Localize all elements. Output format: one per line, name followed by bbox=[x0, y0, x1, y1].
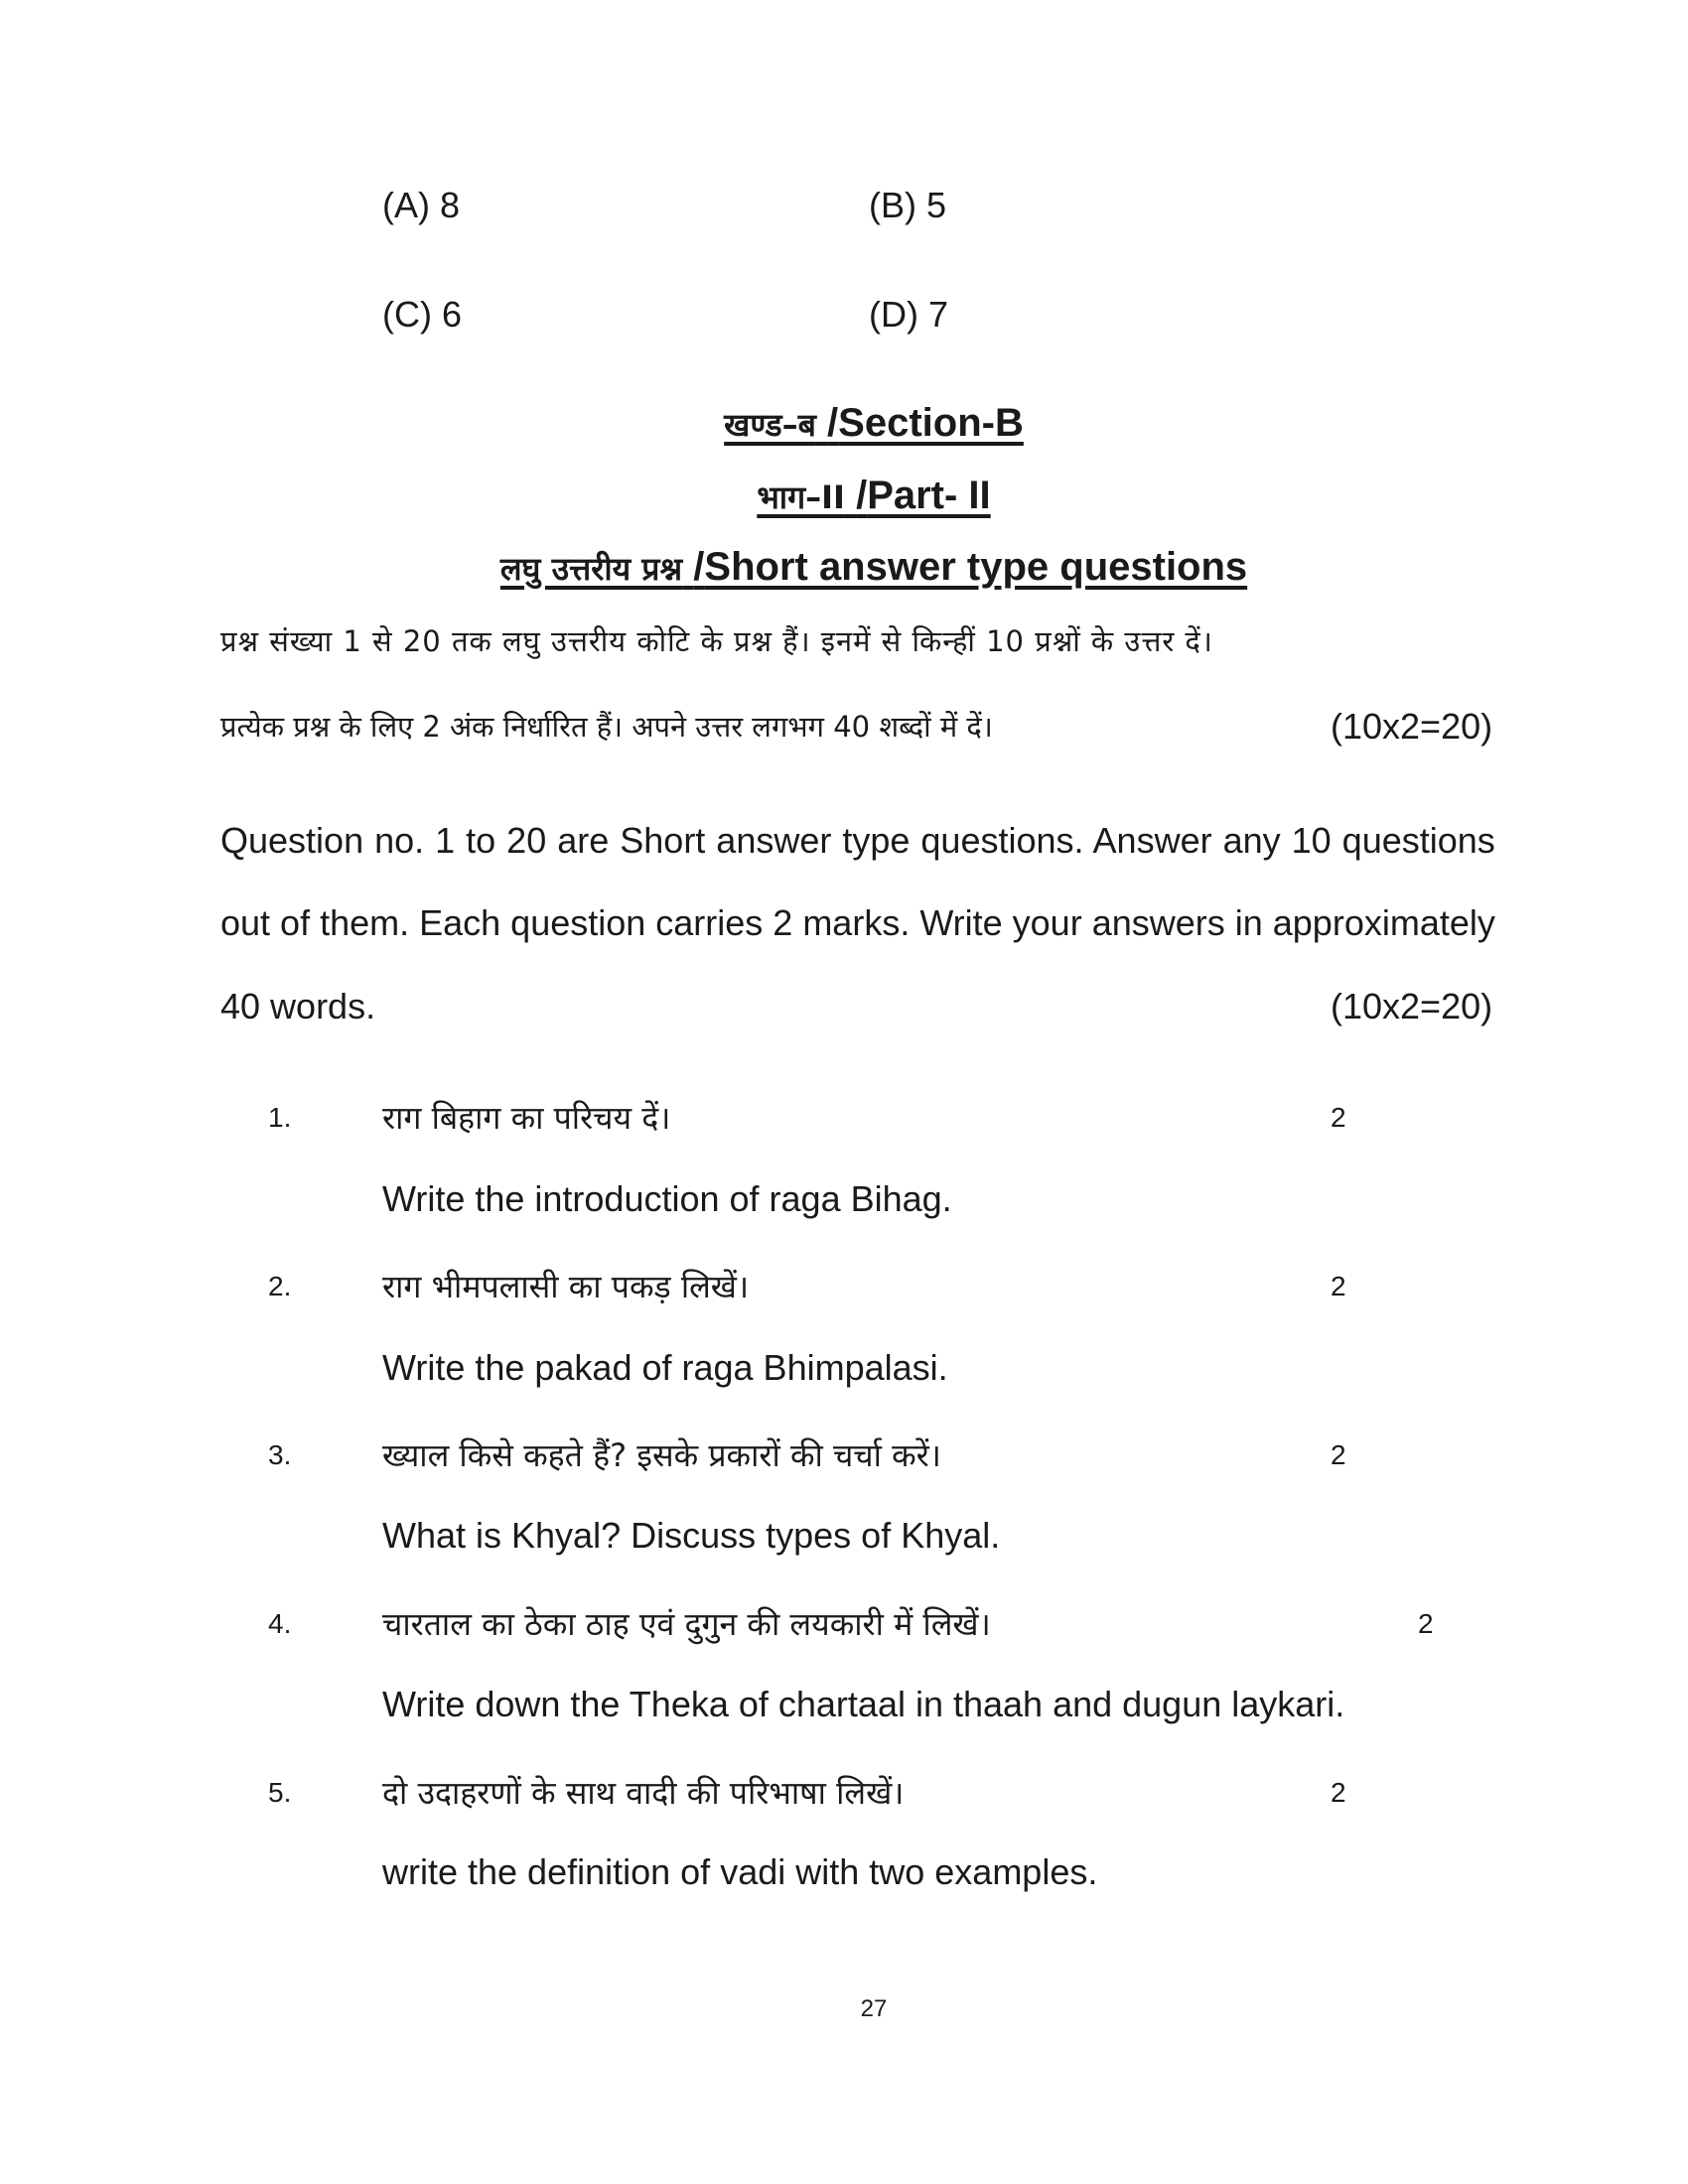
instructions-en-line2: out of them. Each question carries 2 marks. Write your answers in approximately bbox=[220, 902, 1495, 943]
part-heading-hi: भाग–II bbox=[757, 478, 845, 516]
instructions-hi-line2: प्रत्येक प्रश्न के लिए 2 अंक निर्धारित हैं। अपने उत्तर लगभग 40 शब्दों में दें। bbox=[220, 710, 993, 744]
question-text-en: Write down the Theka of chartaal in thaah and dugun laykari. bbox=[382, 1684, 1345, 1724]
question-number: 1. bbox=[268, 1102, 292, 1133]
type-heading-en: Short answer type questions bbox=[704, 545, 1248, 589]
section-heading bbox=[0, 401, 1688, 446]
question-number: 2. bbox=[268, 1271, 292, 1301]
question-text-hi: राग भीमपलासी का पकड़ लिखें। bbox=[382, 1268, 750, 1305]
section-heading-en: Section-B bbox=[838, 401, 1024, 445]
question-marks: 2 bbox=[1418, 1608, 1434, 1639]
question-text-en: Write the introduction of raga Bihag. bbox=[382, 1178, 952, 1219]
question-text-en: What is Khyal? Discuss types of Khyal. bbox=[382, 1515, 1001, 1556]
section-heading-hi: खण्ड–ब bbox=[724, 406, 816, 444]
question-text-hi: चारताल का ठेका ठाह एवं दुगुन की लयकारी में लिखें। bbox=[382, 1605, 991, 1643]
question-marks: 2 bbox=[1331, 1777, 1346, 1808]
option-b: (B) 5 bbox=[869, 185, 947, 225]
question-number: 4. bbox=[268, 1608, 292, 1639]
option-a: (A) 8 bbox=[382, 185, 461, 225]
question-text-hi: दो उदाहरणों के साथ वादी की परिभाषा लिखें। bbox=[382, 1774, 905, 1812]
type-heading bbox=[0, 545, 1688, 590]
part-heading bbox=[0, 474, 1688, 518]
page-number: 27 bbox=[860, 1995, 888, 2022]
type-heading-sep: / bbox=[693, 545, 705, 589]
part-heading-en: Part- II bbox=[867, 474, 991, 517]
instructions-en-marks: (10x2=20) bbox=[1331, 986, 1493, 1026]
question-marks: 2 bbox=[1331, 1102, 1346, 1133]
option-d: (D) 7 bbox=[869, 294, 948, 335]
instructions-hi-marks: (10x2=20) bbox=[1331, 706, 1493, 747]
question-marks: 2 bbox=[1331, 1271, 1346, 1301]
question-text-hi: ख्याल किसे कहते हैं? इसके प्रकारों की चर्चा करें। bbox=[382, 1436, 941, 1474]
section-heading-sep: / bbox=[827, 401, 839, 445]
instructions-en-line3: 40 words. bbox=[220, 986, 376, 1026]
part-heading-sep: / bbox=[856, 474, 868, 517]
question-text-en: write the definition of vadi with two examples. bbox=[382, 1851, 1098, 1892]
type-heading-hi: लघु उत्तरीय प्रश्न bbox=[499, 550, 683, 588]
question-marks: 2 bbox=[1331, 1439, 1346, 1470]
instructions-hi-line1: प्रश्न संख्या 1 से 20 तक लघु उत्तरीय कोटि के प्रश्न हैं। इनमें से किन्हीं 10 प्रश्नों के उत्तर दें। bbox=[220, 624, 1213, 658]
question-number: 5. bbox=[268, 1777, 292, 1808]
question-text-en: Write the pakad of raga Bhimpalasi. bbox=[382, 1347, 948, 1388]
option-c: (C) 6 bbox=[382, 294, 462, 335]
question-number: 3. bbox=[268, 1439, 292, 1470]
question-text-hi: राग बिहाग का परिचय दें। bbox=[382, 1099, 671, 1137]
instructions-en-line1: Question no. 1 to 20 are Short answer type questions. Answer any 10 questions bbox=[220, 820, 1495, 861]
